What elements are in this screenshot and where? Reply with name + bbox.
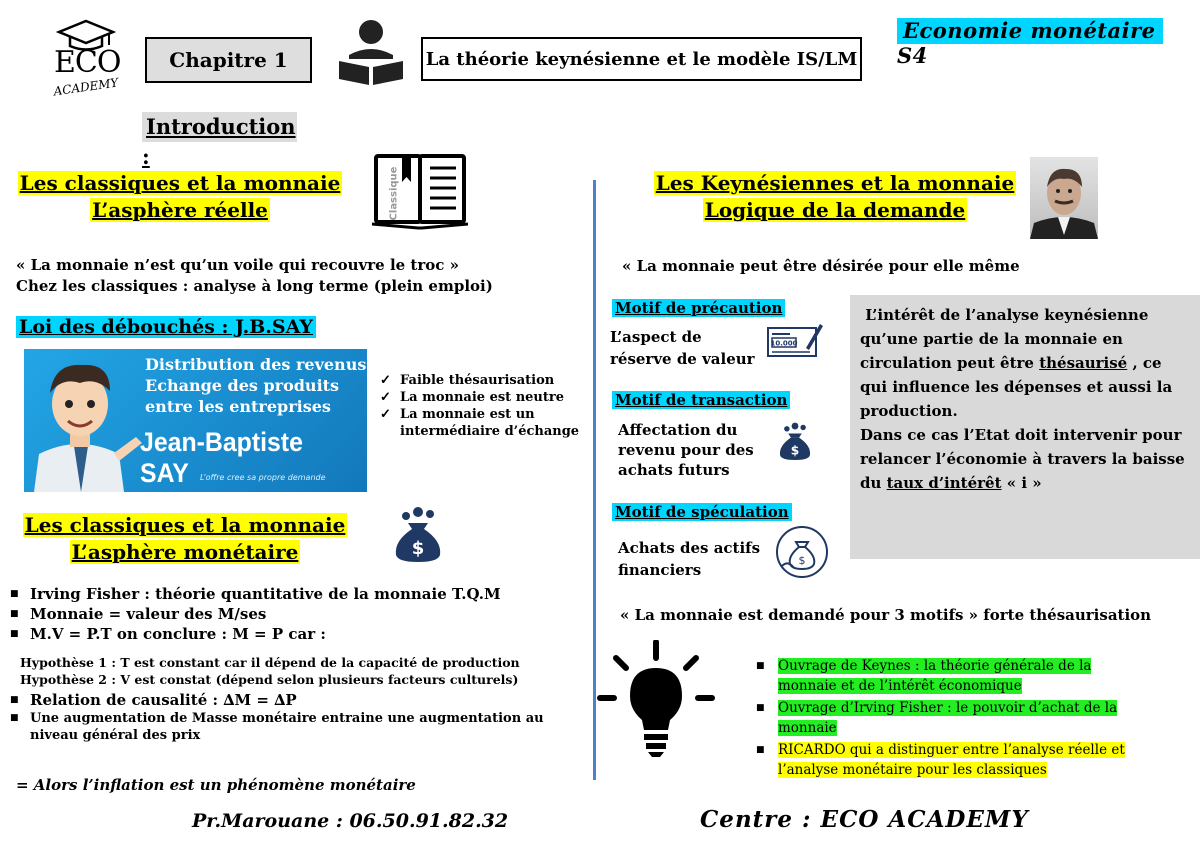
real-sphere-title: Les classiques et la monnaie L’asphère réelle <box>19 171 341 222</box>
bullet-item: ■ Relation de causalité : ∆M = ∆P <box>8 690 583 710</box>
chapter-label: Chapitre 1 <box>169 48 288 72</box>
chapter-title-box <box>421 37 862 81</box>
reference-item: ■ Ouvrage d’Irving Fisher : le pouvoir d’achat de la monnaie <box>754 698 1154 738</box>
course-title: Economie monétaire S4 <box>897 18 1163 44</box>
check-item: ✓ Faible thésaurisation <box>378 372 583 389</box>
motif-precaution-label: Motif de précaution <box>612 298 785 317</box>
banner-tagline: L’offre cree sa propre demande <box>200 473 326 482</box>
cheque-amount: 10.000 <box>770 339 798 348</box>
banner-line-2: Echange des produits <box>145 376 340 395</box>
chapter-title: La théorie keynésienne et le modèle IS/LM <box>425 48 858 70</box>
say-checklist <box>378 372 583 440</box>
motif-transaction-label: Motif de transaction <box>612 390 790 409</box>
keynesian-title: Les Keynésiennes et la monnaie Logique de la demande <box>655 171 1015 222</box>
reader-icon <box>336 17 406 87</box>
banner-name: Jean-Baptiste SAY <box>140 427 303 488</box>
motif-precaution-text: L’aspect de réserve de valeur <box>610 328 755 368</box>
eco-academy-logo <box>48 18 128 100</box>
hypothesis-2: Hypothèse 2 : V est constat (dépend selon plusieurs facteurs culturels) <box>20 672 519 687</box>
bullet-item: ■ Une augmentation de Masse monétaire entraine une augmentation au niveau général des prix <box>8 710 583 744</box>
introduction-heading: Introduction : <box>142 114 296 169</box>
footer-centre: Centre : ECO ACADEMY <box>700 806 1029 833</box>
cartoon-man-illustration <box>24 349 144 492</box>
bullet-item: ■ Monnaie = valeur des M/ses <box>8 604 583 624</box>
motif-transaction-text: Affectation du revenu pour des achats futurs <box>618 421 754 479</box>
svg-text:$: $ <box>798 554 806 567</box>
reference-item: ■ RICARDO qui a distinguer entre l’analyse réelle et l’analyse monétaire pour les classiques <box>754 740 1154 780</box>
fisher-bullets <box>8 584 583 644</box>
monetary-sphere-title: Les classiques et la monnaie L’asphère monétaire <box>24 513 346 564</box>
keynesian-interest-box <box>850 295 1200 559</box>
lightbulb-icon <box>596 640 716 760</box>
jean-baptiste-say-banner <box>24 349 367 492</box>
references-list <box>754 656 1154 780</box>
reference-item: ■ Ouvrage de Keynes : la théorie générale de la monnaie et de l’intérêt économique <box>754 656 1154 696</box>
interest-paragraph-2: Dans ce cas l’Etat doit intervenir pour relancer l’économie à travers la baisse du taux d’intérêt « i » <box>860 426 1185 492</box>
dollar-hand-icon <box>774 524 830 580</box>
svg-text:$: $ <box>790 443 800 458</box>
cheque-icon <box>766 320 824 360</box>
money-bag-icon <box>390 505 446 563</box>
logo-text: ECO <box>54 45 121 80</box>
causality-bullets <box>8 690 583 744</box>
bullet-item: ■ M.V = P.T on conclure : M = P car : <box>8 624 583 644</box>
check-item: ✓ La monnaie est un intermédiaire d’échange <box>378 406 583 440</box>
logo-subtext: ACADEMY <box>52 75 120 99</box>
keynes-portrait <box>1030 157 1098 239</box>
check-item: ✓ La monnaie est neutre <box>378 389 583 406</box>
long-term-text: Chez les classiques : analyse à long terme (plein emploi) <box>16 277 493 295</box>
three-motives-quote: « La monnaie est demandé pour 3 motifs » forte thésaurisation <box>620 606 1152 624</box>
classic-quote: « La monnaie n’est qu’un voile qui recouvre le troc » <box>16 256 459 274</box>
motif-speculation-label: Motif de spéculation <box>612 502 792 521</box>
chapter-box <box>145 37 312 83</box>
motif-speculation-text: Achats des actifs financiers <box>618 539 761 579</box>
footer-contact: Pr.Marouane : 06.50.91.82.32 <box>192 810 509 832</box>
book-label: Classique <box>388 166 400 221</box>
small-money-bag-icon <box>776 420 814 462</box>
keynesian-quote: « La monnaie peut être désirée pour elle même <box>622 257 1020 275</box>
keynes-portrait-image <box>1030 157 1098 239</box>
say-law-title: Loi des débouchés : J.B.SAY <box>16 316 316 338</box>
bullet-item: ■ Irving Fisher : théorie quantitative de la monnaie T.Q.M <box>8 584 583 604</box>
interest-paragraph-1: L’intérêt de l’analyse keynésienne qu’une partie de la monnaie en circulation peut être thésaurisé , ce qui influence les dépenses et aussi la production. <box>860 306 1173 420</box>
banner-line-1: Distribution des revenus <box>145 355 367 374</box>
hypothesis-1: Hypothèse 1 : T est constant car il dépend de la capacité de production <box>20 655 520 670</box>
banner-line-3: entre les entreprises <box>145 397 331 416</box>
open-book-icon <box>370 152 470 232</box>
inflation-conclusion: = Alors l’inflation est un phénomène monétaire <box>16 776 416 794</box>
svg-text:$: $ <box>411 538 425 559</box>
